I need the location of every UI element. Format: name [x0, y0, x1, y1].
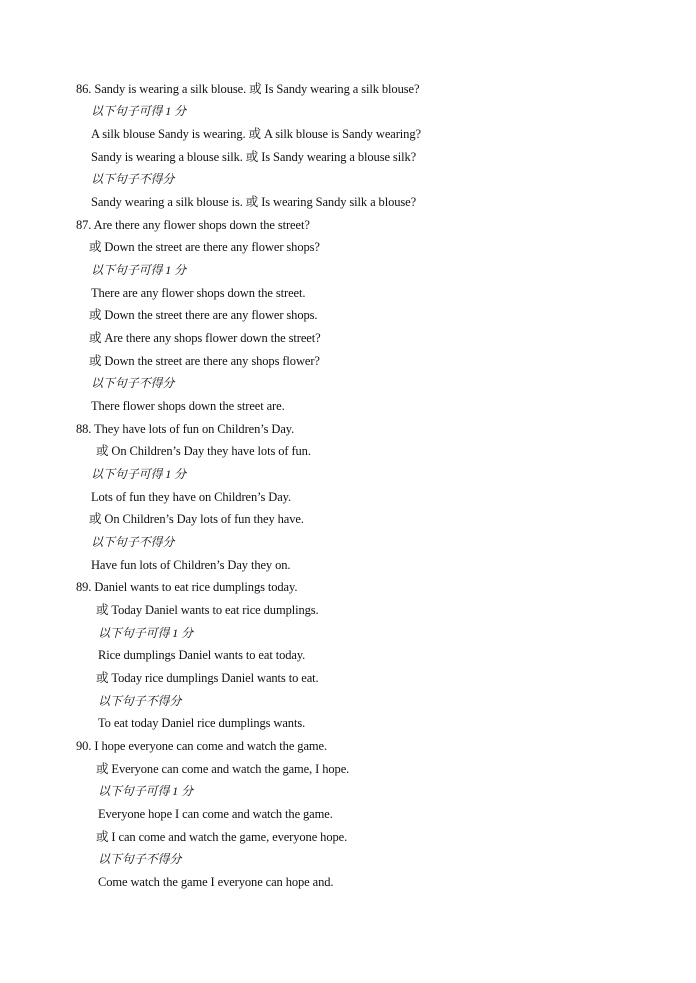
score-note: 以下句子不得分	[91, 172, 175, 186]
answer-line: Sandy wearing a silk blouse is. 或 Is wearing Sandy silk a blouse?	[91, 195, 417, 209]
answer-line: 或 Down the street there are any flower shops.	[89, 308, 318, 322]
answer-line: A silk blouse Sandy is wearing. 或 A silk blouse is Sandy wearing?	[91, 127, 421, 141]
score-note: 以下句子可得 1 分	[98, 626, 194, 640]
score-note: 以下句子不得分	[98, 852, 182, 866]
answer-line: 或 On Children’s Day they have lots of fun.	[96, 444, 311, 458]
answer-line: 或 On Children’s Day lots of fun they have.	[89, 512, 304, 526]
score-note: 以下句子可得 1 分	[98, 784, 194, 798]
answer-line: 或 Today Daniel wants to eat rice dumplings.	[96, 603, 319, 617]
score-note: 以下句子不得分	[98, 694, 182, 708]
answer-line: 或 Everyone can come and watch the game, I hope.	[96, 762, 350, 776]
score-note: 以下句子不得分	[91, 535, 175, 549]
answer-line: Have fun lots of Children’s Day they on.	[91, 558, 291, 572]
answer-line: 或 Down the street are there any shops flower?	[89, 354, 320, 368]
answer-line: Come watch the game I everyone can hope and.	[98, 875, 334, 889]
question-90: 90. I hope everyone can come and watch the game.	[76, 739, 327, 753]
score-note: 以下句子可得 1 分	[91, 263, 187, 277]
score-note: 以下句子可得 1 分	[91, 467, 187, 481]
answer-line: Lots of fun they have on Children’s Day.	[91, 490, 292, 504]
answer-line: 或 I can come and watch the game, everyone hope.	[96, 830, 348, 844]
answer-line: Rice dumplings Daniel wants to eat today.	[98, 648, 306, 662]
question-87: 87. Are there any flower shops down the street?	[76, 218, 310, 232]
answer-line: 或 Are there any shops flower down the street?	[89, 331, 321, 345]
score-note: 以下句子可得 1 分	[91, 104, 187, 118]
answer-line: Sandy is wearing a blouse silk. 或 Is Sandy wearing a blouse silk?	[91, 150, 417, 164]
answer-line: 或 Down the street are there any flower shops?	[89, 240, 320, 254]
answer-line: Everyone hope I can come and watch the game.	[98, 807, 333, 821]
answer-line: 或 Today rice dumplings Daniel wants to eat.	[96, 671, 319, 685]
question-86: 86. Sandy is wearing a silk blouse. 或 Is Sandy wearing a silk blouse?	[76, 82, 420, 96]
answer-line: To eat today Daniel rice dumplings wants.	[98, 716, 306, 730]
question-89: 89. Daniel wants to eat rice dumplings today.	[76, 580, 298, 594]
score-note: 以下句子不得分	[91, 376, 175, 390]
answer-line: There flower shops down the street are.	[91, 399, 285, 413]
question-88: 88. They have lots of fun on Children’s Day.	[76, 422, 295, 436]
answer-line: There are any flower shops down the street.	[91, 286, 306, 300]
